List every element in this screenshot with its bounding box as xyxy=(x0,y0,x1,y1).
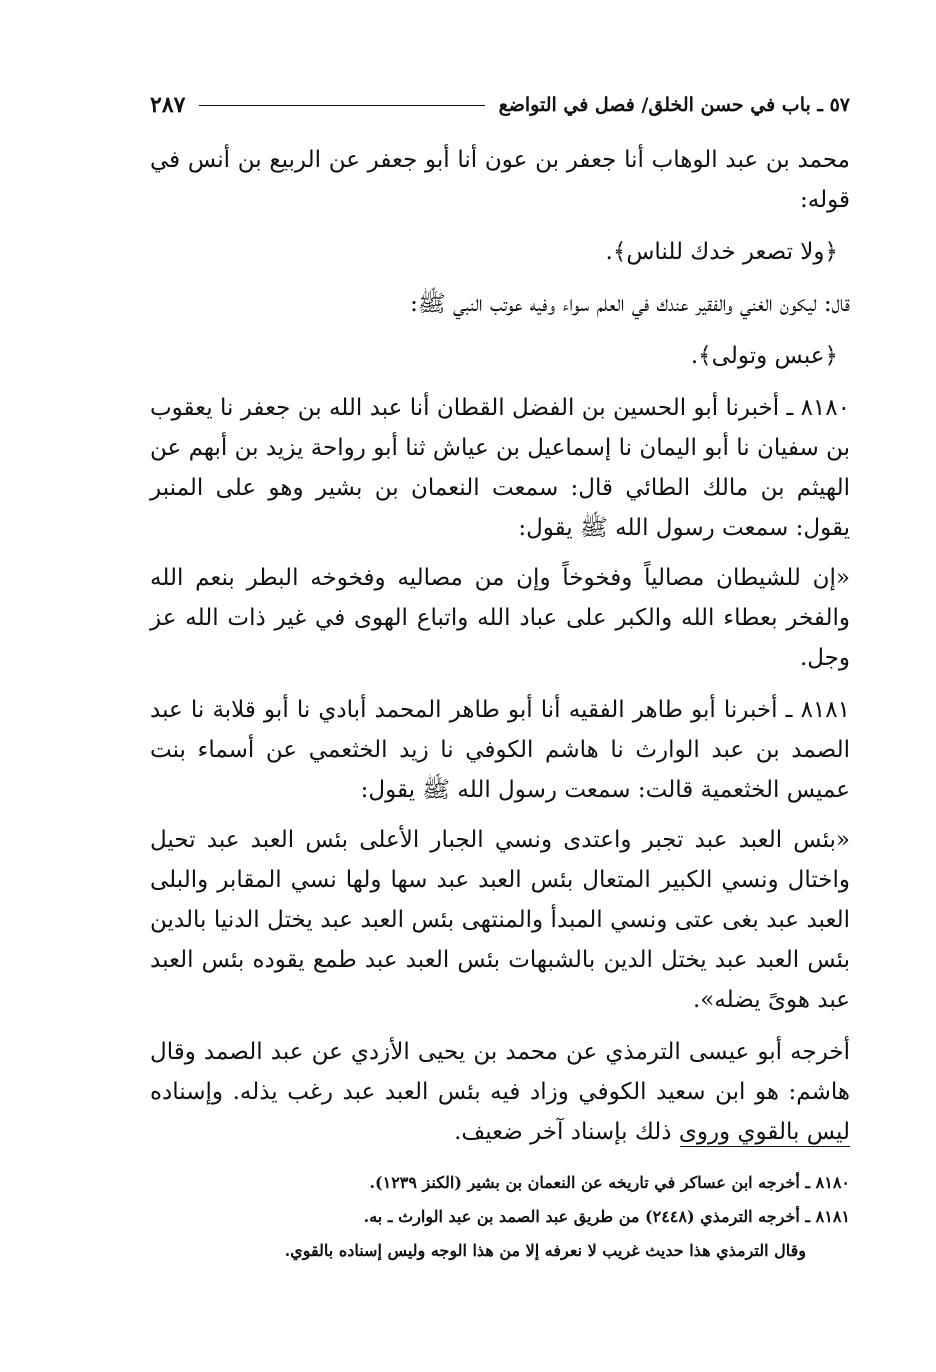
footnote-8181-continued: وقال الترمذي هذا حديث غريب لا نعرفه إلا من هذا الوجه وليس إسناده بالقوي. xyxy=(284,1241,806,1260)
footnote-8180: ٨١٨٠ ـ أخرجه ابن عساكر في تاريخه عن النعمان بن بشير (الكنز ١٢٣٩). xyxy=(369,1173,850,1192)
main-text xyxy=(150,140,850,1152)
header-rule xyxy=(199,105,484,106)
chapter-title: ٥٧ ـ باب في حسن الخلق/ فصل في التواضع xyxy=(498,94,850,116)
hadith-8180-text: «إن للشيطان مصالياً وفخوخاً وإن من مصاليه وفخوخه البطر بنعم الله والفخر بعطاء الله والكبر على عباد الله واتباع الهوى في غير ذات الله عز وجل. xyxy=(150,565,850,671)
footnotes xyxy=(150,1166,850,1268)
footnote-separator xyxy=(680,1146,850,1147)
paragraph-intro: محمد بن عبد الوهاب أنا جعفر بن عون أنا أبو جعفر عن الربيع بن أنس في قوله: xyxy=(150,147,850,213)
quran-verse-2: ﴿عبس وتولى﴾. xyxy=(690,343,838,369)
quran-verse-1: ﴿ولا تصعر خدك للناس﴾. xyxy=(605,239,838,265)
page-header xyxy=(150,88,850,122)
paragraph-commentary: قال: ليكون الغني والفقير عندك في العلم سواء وفيه عوتب النبي ﷺ: xyxy=(410,291,850,317)
hadith-8181-text: «بئس العبد عبد تجبر واعتدى ونسي الجبار الأعلى بئس العبد عبد تحيل واختال ونسي الكبير المتعال بئس العبد عبد سها ولها نسي المقابر والبلى العبد عبد بغى عتى ونسي المبدأ والمنتهى بئس العبد عبد يختل الدنيا بالدين بئس العبد عبد يختل الدين بالشبهات بئس العبد عبد طمع يقوده بئس العبد عبد هوىً يضله». xyxy=(150,827,850,1013)
takhrij-paragraph: أخرجه أبو عيسى الترمذي عن محمد بن يحيى الأزدي عن عبد الصمد وقال هاشم: هو ابن سعيد الكوفي وزاد فيه بئس العبد عبد رغب يذله. وإسناده ليس بالقوي وروى ذلك بإسناد آخر ضعيف. xyxy=(150,1039,850,1145)
hadith-8181-chain: ٨١٨١ ـ أخبرنا أبو طاهر الفقيه أنا أبو طاهر المحمد أبادي نا أبو قلابة نا عبد الصمد بن عبد الوارث نا هاشم الكوفي نا زيد الخثعمي عن أسماء بنت عميس الخثعمية قالت: سمعت رسول الله ﷺ يقول: xyxy=(150,697,850,803)
footnote-8181: ٨١٨١ ـ أخرجه الترمذي (٢٤٤٨) من طريق عبد الصمد بن عبد الوارث ـ به. xyxy=(363,1207,850,1226)
hadith-8180-chain: ٨١٨٠ ـ أخبرنا أبو الحسين بن الفضل القطان أنا عبد الله بن جعفر نا يعقوب بن سفيان نا أبو اليمان نا إسماعيل بن عياش ثنا أبو رواحة يزيد بن أبهم عن الهيثم بن مالك الطائي قال: سمعت النعمان بن بشير وهو على المنبر يقول: سمعت رسول الله ﷺ يقول: xyxy=(150,395,850,541)
page-number: ٢٨٧ xyxy=(150,92,186,118)
